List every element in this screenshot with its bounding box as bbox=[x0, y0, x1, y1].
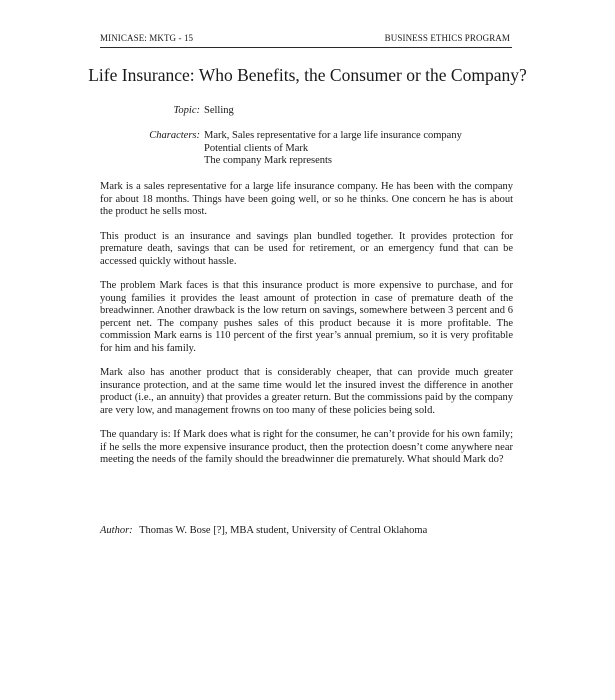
header-rule bbox=[100, 47, 512, 48]
document-title: Life Insurance: Who Benefits, the Consumer or the Company? bbox=[88, 65, 527, 85]
body-paragraph: The problem Mark faces is that this insurance product is more expensive to purchase, and for young families it provides the least amount of protection in case of premature death of the breadwinner. Another drawback is the low return on savings, somewhere between 3 percent and 6 percent net. The company pushes sales of this product because it is more profitable. The commission Mark earns is 110 percent of the first year’s annual premium, so it is very profitable for him and his family. bbox=[100, 280, 513, 354]
header-program-name: BUSINESS ETHICS PROGRAM bbox=[384, 33, 510, 43]
header-case-id: MINICASE: MKTG - 15 bbox=[100, 33, 194, 43]
author-label: Author: bbox=[100, 525, 133, 536]
character-item: Potential clients of Mark bbox=[204, 142, 309, 154]
case-body bbox=[100, 181, 513, 479]
topic-label: Topic: bbox=[173, 105, 200, 116]
topic-value: Selling bbox=[204, 105, 234, 116]
body-paragraph: This product is an insurance and savings plan bundled together. It provides protection for premature death, savings that can be used for retirement, or an emergency fund that can be accessed quickly without hassle. bbox=[100, 230, 513, 267]
author-value: Thomas W. Bose [?], MBA student, University of Central Oklahoma bbox=[139, 525, 428, 536]
character-item: The company Mark represents bbox=[204, 155, 332, 166]
body-paragraph: Mark is a sales representative for a large life insurance company. He has been with the company for about 18 months. Things have been going well, or so he thinks. One concern he has is about the product he sells most. bbox=[100, 181, 513, 217]
body-paragraph: The quandary is: If Mark does what is right for the consumer, he can’t provide for his own family; if he sells the more expensive insurance product, then the protection doesn’t come anywhere near meeting the needs of the family should the breadwinner die prematurely. What should Mark do? bbox=[100, 429, 513, 465]
body-paragraph: Mark also has another product that is considerably cheaper, that can provide much greater insurance protection, and at the same time would let the insured invest the difference in another product (i.e., an annuity) that provides a greater return. But the commissions paid by the company are very low, and management frowns on too many of these policies being sold. bbox=[100, 367, 513, 416]
characters-row bbox=[100, 130, 520, 170]
topic-row bbox=[100, 105, 520, 119]
characters-list bbox=[204, 130, 462, 168]
characters-label: Characters: bbox=[149, 130, 200, 141]
author-line bbox=[100, 524, 427, 537]
character-item: Mark, Sales representative for a large life insurance company bbox=[204, 130, 462, 141]
